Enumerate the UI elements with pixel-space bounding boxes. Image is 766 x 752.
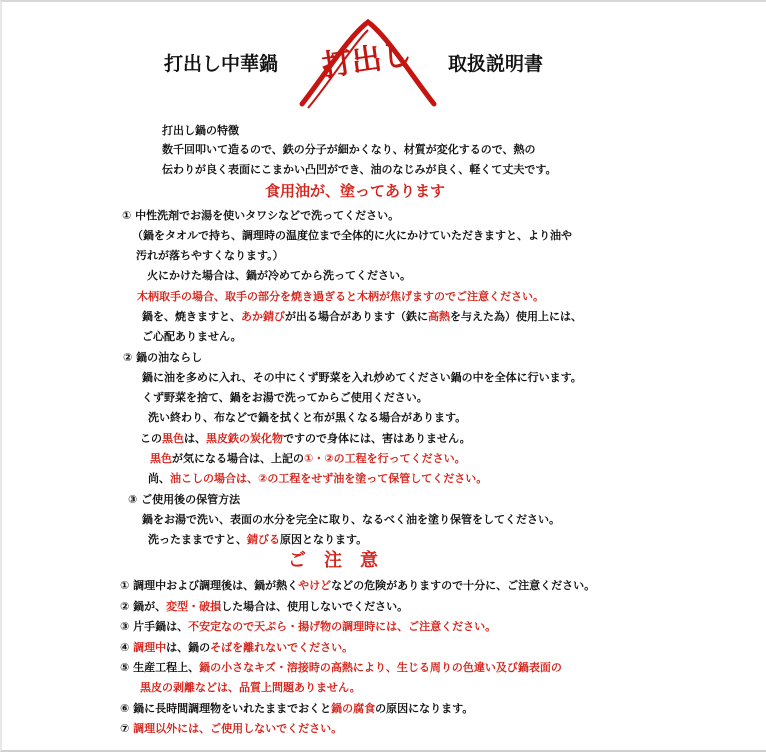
c7-text-1: ⑦ <box>120 722 134 735</box>
rust-red-2: 高熱 <box>428 310 450 323</box>
c6-text-2: の原因になります。 <box>375 702 474 715</box>
note-text-1: 尚、 <box>148 472 170 485</box>
c3-red: 不安定なので天ぷら・揚げ物の調理時には、ご注意ください。 <box>188 620 497 633</box>
step1-warning: 木柄取手の場合、取手の部分を焼き過ぎると木柄が焦げますのでご注意ください。 <box>137 290 544 303</box>
caution-5 <box>120 661 562 675</box>
bother-red-2: ①・②の工程を行ってください。 <box>304 452 466 465</box>
c1-text-1: ① 調理中および調理後は、鍋が熱く <box>120 579 299 592</box>
c4-text-1: ④ <box>120 641 134 654</box>
caution-2 <box>120 600 408 614</box>
bother-red-1: 黒色 <box>150 452 172 465</box>
c6-red: 鍋の腐食 <box>331 702 376 715</box>
black-red-2: 黒皮鉄の炭化物 <box>206 432 283 445</box>
caution-heading: ご 注 意 <box>288 550 378 571</box>
product-title: 打出し中華鍋 <box>164 53 279 75</box>
step1-rust-line-2: ご心配ありません。 <box>142 330 242 343</box>
storage-red: 錆びる <box>247 533 280 546</box>
logo-text: 打出し <box>319 36 414 85</box>
rust-text-3: を与えた為）使用上には、 <box>450 310 582 323</box>
step2-title: ② 鍋の油ならし <box>123 351 203 364</box>
caution-3 <box>120 620 496 634</box>
c7-red: 調理以外には、ご使用しないでください。 <box>133 722 343 735</box>
step2-line-1: 鍋に油を多めに入れ、その中にくず野菜を入れ炒めてください鍋の中を全体に行います。 <box>142 371 582 384</box>
c5-text-1: ⑤ 生産工程上、 <box>120 661 200 674</box>
step3-line-2 <box>148 533 367 547</box>
step1-line-a: （鍋をタオルで持ち、調理時の温度位まで全体的に火にかけていただきますと、より油や <box>132 229 572 242</box>
step1-line-c: 火にかけた場合は、鍋が冷めてから洗ってください。 <box>147 269 411 282</box>
c2-text-2: した場合は、使用しないでください。 <box>221 600 409 613</box>
caution-7 <box>120 722 342 736</box>
caution-6 <box>120 702 473 716</box>
c3-text-1: ③ 片手鍋は、 <box>120 620 189 633</box>
black-text-3: ですので身体には、害はありません。 <box>283 432 471 445</box>
caution-5-line-2: 黒皮の剥離などは、品質上問題ありません。 <box>140 681 361 694</box>
step2-line-3: 洗い終わり、布などで鍋を拭くと布が黒くなる場合があります。 <box>148 411 467 424</box>
rust-text-1: 鍋を、焼きますと、 <box>142 310 241 323</box>
storage-text-1: 洗ったままですと、 <box>148 533 247 546</box>
black-text-1: この <box>140 432 162 445</box>
features-heading: 打出し鍋の特徴 <box>162 124 239 137</box>
c5-red: 鍋の小さなキズ・溶接時の高熱により、生じる周りの色違い及び鍋表面の <box>199 661 562 674</box>
c1-red: やけど <box>298 579 332 592</box>
black-text-2: は、 <box>184 432 206 445</box>
step3-line-1: 鍋をお湯で洗い、表面の水分を完全に取り、なるべく油を塗り保管をしてください。 <box>142 513 560 526</box>
step2-note-line <box>148 472 487 486</box>
c4-text-2: は、鍋の <box>166 641 211 654</box>
black-red-1: 黒色 <box>162 432 184 445</box>
manual-title: 取扱説明書 <box>448 53 544 75</box>
c1-text-2: などの危険がありますので十分に、ご注意ください。 <box>331 579 596 592</box>
rust-red-1: あか錆び <box>241 310 285 323</box>
storage-text-2: 原因となります。 <box>280 533 368 546</box>
caution-4 <box>120 641 353 655</box>
step2-line-2: くず野菜を捨て、鍋をお湯で洗ってからご使用ください。 <box>142 391 428 404</box>
note-red: 油こしの場合は、②の工程をせず油を塗って保管してください。 <box>170 472 488 485</box>
c6-text-1: ⑥ 鍋に長時間調理物をいれたままでおくと <box>120 702 332 715</box>
step1-line-b: 汚れが落ちやすくなります。） <box>136 249 284 262</box>
c2-red: 変型・破損 <box>166 600 222 613</box>
step3-title: ③ ご使用後の保管方法 <box>128 493 241 506</box>
c2-text-1: ② 鍋が、 <box>120 600 167 613</box>
step1-rust-line <box>142 310 582 324</box>
step1-title: ① 中性洗剤でお湯を使いタワシなどで洗ってください。 <box>122 209 400 222</box>
bother-text-1: が気になる場合は、上記の <box>172 452 304 465</box>
features-line-2: 伝わりが良く表面にこまかい凸凹ができ、油のなじみが良く、軽くて丈夫です。 <box>162 163 557 176</box>
c4-red-2: そばを離れないでください。 <box>210 641 354 654</box>
step2-bother-line <box>150 452 466 466</box>
oil-heading: 食用油が、塗ってあります <box>265 182 446 200</box>
features-line-1: 数千回叩いて造るので、鉄の分子が細かくなり、材質が変化するので、熱の <box>162 143 536 156</box>
rust-text-2: が出る場合があります（鉄に <box>285 310 428 323</box>
uchidashi-logo <box>294 16 442 128</box>
caution-1 <box>120 579 595 593</box>
c4-red-1: 調理中 <box>133 641 167 654</box>
step2-black-line <box>140 432 471 446</box>
